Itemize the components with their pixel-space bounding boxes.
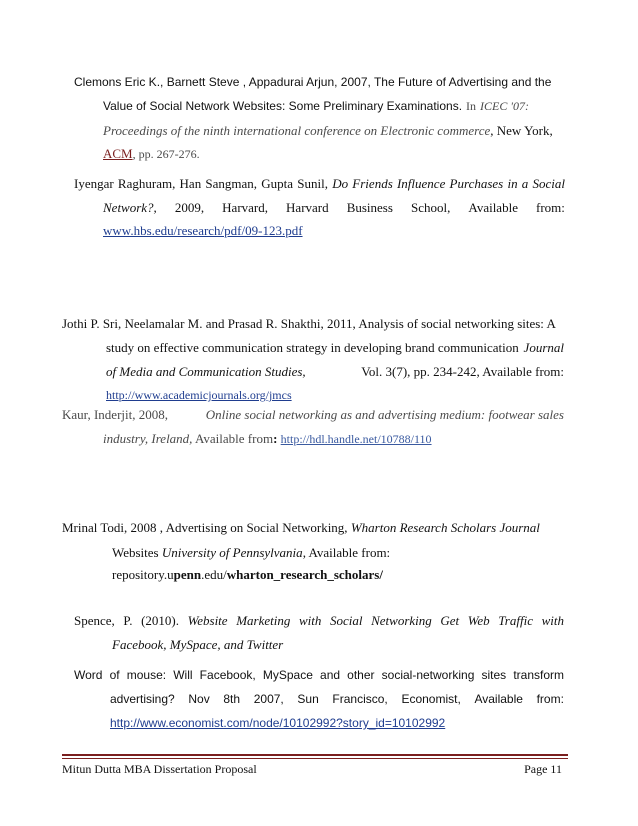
- ref-mrinal-authors: Mrinal Todi, 2008 , Advertising on Social Networking,: [62, 520, 348, 535]
- ref-mrinal-url-b: penn: [173, 567, 202, 582]
- ref-iyengar-word: from:: [536, 200, 565, 215]
- ref-kaur-line1: [62, 406, 564, 424]
- footer-author: Mitun Dutta MBA Dissertation Proposal: [62, 762, 257, 776]
- ref-iyengar-word: 2009,: [174, 200, 205, 215]
- handle-link[interactable]: http://hdl.handle.net/10788/110: [280, 432, 432, 446]
- ref-jothi-journal: Journal: [523, 340, 564, 355]
- ref-iyengar-word: Business: [346, 200, 393, 215]
- ref-word-word: 8th: [223, 692, 241, 706]
- ref-word-word: from:: [536, 692, 564, 706]
- ref-clemons-conf-abbr: ICEC '07:: [480, 99, 529, 113]
- ref-mrinal-url-c: .edu/: [201, 567, 227, 582]
- hbs-link[interactable]: www.hbs.edu/research/pdf/09-123.pdf: [103, 223, 303, 238]
- ref-word-line1: Word of mouse: Will Facebook, MySpace and other social-networking sites transform: [74, 668, 564, 682]
- ref-iyengar-word: Harvard,: [222, 200, 268, 215]
- footer-page-number: Page 11: [524, 762, 562, 776]
- ref-clemons-pages: , pp. 267-276.: [132, 147, 200, 161]
- ref-mrinal-url-d: wharton_research_scholars/: [226, 567, 383, 582]
- ref-kaur-title-cont: industry, Ireland,: [103, 431, 193, 446]
- ref-spence-line1: [74, 612, 564, 630]
- ref-kaur-colon: :: [273, 431, 278, 446]
- ref-mrinal-websites: Websites: [112, 545, 159, 560]
- ref-word-word: 2007,: [253, 692, 284, 706]
- ref-iyengar-word: Harvard: [286, 200, 329, 215]
- ref-jothi-line1: Jothi P. Sri, Neelamalar M. and Prasad R. Shakthi, 2011, Analysis of social networking sites: A: [62, 316, 556, 331]
- ref-clemons-line2: [103, 97, 529, 115]
- ref-mrinal-url-a: repository.u: [112, 567, 174, 582]
- ref-iyengar-word: School,: [410, 200, 451, 215]
- ref-word-line2: [110, 690, 564, 708]
- ref-mrinal-journal: Wharton Research Scholars Journal: [350, 520, 540, 535]
- ref-word-word: advertising?: [110, 692, 175, 706]
- ref-clemons-title: Value of Social Network Websites: Some Preliminary Examinations.: [103, 99, 463, 113]
- ref-jothi-volume: Vol. 3(7), pp. 234-242, Available from:: [361, 364, 564, 379]
- ref-word-word: Francisco,: [332, 692, 388, 706]
- footer-rule-thick: [62, 754, 568, 756]
- ref-mrinal-university: University of Pennsylvania: [161, 545, 303, 560]
- ref-word-word: Available: [474, 692, 523, 706]
- ref-clemons-line4: [103, 145, 200, 163]
- footer-rule-thin: [62, 758, 568, 759]
- ref-jothi-journal-name: of Media and Communication Studies,: [106, 364, 306, 379]
- ref-word-word: Nov: [188, 692, 210, 706]
- ref-spence-author: Spence, P. (2010).: [74, 613, 179, 628]
- ref-clemons-proceedings: Proceedings of the ninth international conference on Electronic commerce: [103, 123, 491, 138]
- ref-iyengar-word: Network?,: [103, 200, 157, 215]
- academicjournals-link[interactable]: http://www.academicjournals.org/jmcs: [106, 388, 292, 402]
- ref-kaur-line2: [103, 430, 432, 448]
- ref-spence-line2: Facebook, MySpace, and Twitter: [112, 637, 284, 652]
- ref-mrinal-line1: [62, 519, 540, 537]
- ref-clemons-line1: Clemons Eric K., Barnett Steve , Appadurai Arjun, 2007, The Future of Advertising and the: [74, 75, 552, 89]
- ref-clemons-in: In: [466, 99, 477, 113]
- ref-iyengar-word: Available: [468, 200, 518, 215]
- ref-iyengar-authors: Iyengar Raghuram, Han Sangman, Gupta Sunil,: [74, 176, 328, 191]
- ref-mrinal-line3: [112, 566, 383, 584]
- acm-link[interactable]: ACM: [103, 146, 133, 161]
- ref-clemons-line3: [103, 122, 553, 140]
- ref-kaur-title: Online social networking as and advertising medium: footwear sales: [205, 407, 564, 422]
- ref-jothi-line2: [106, 339, 564, 357]
- ref-iyengar-title: Do Friends Influence Purchases in a Social: [332, 176, 565, 191]
- ref-spence-title: Website Marketing with Social Networking Get Web Traffic with: [187, 613, 564, 628]
- ref-clemons-city: , New York,: [490, 123, 553, 138]
- ref-kaur-authors: Kaur, Inderjit, 2008,: [62, 407, 168, 422]
- ref-jothi-line3: [106, 363, 564, 381]
- ref-mrinal-line2: [112, 544, 390, 562]
- ref-kaur-available: Available from: [194, 431, 274, 446]
- ref-iyengar-line1: [74, 175, 565, 193]
- ref-word-word: Sun: [297, 692, 319, 706]
- ref-word-word: Economist,: [401, 692, 461, 706]
- economist-link[interactable]: http://www.economist.com/node/10102992?story_id=10102992: [110, 716, 446, 730]
- ref-jothi-title: study on effective communication strategy in developing brand communication: [106, 340, 519, 355]
- ref-iyengar-line2: [103, 199, 565, 217]
- ref-mrinal-available: , Available from:: [302, 545, 391, 560]
